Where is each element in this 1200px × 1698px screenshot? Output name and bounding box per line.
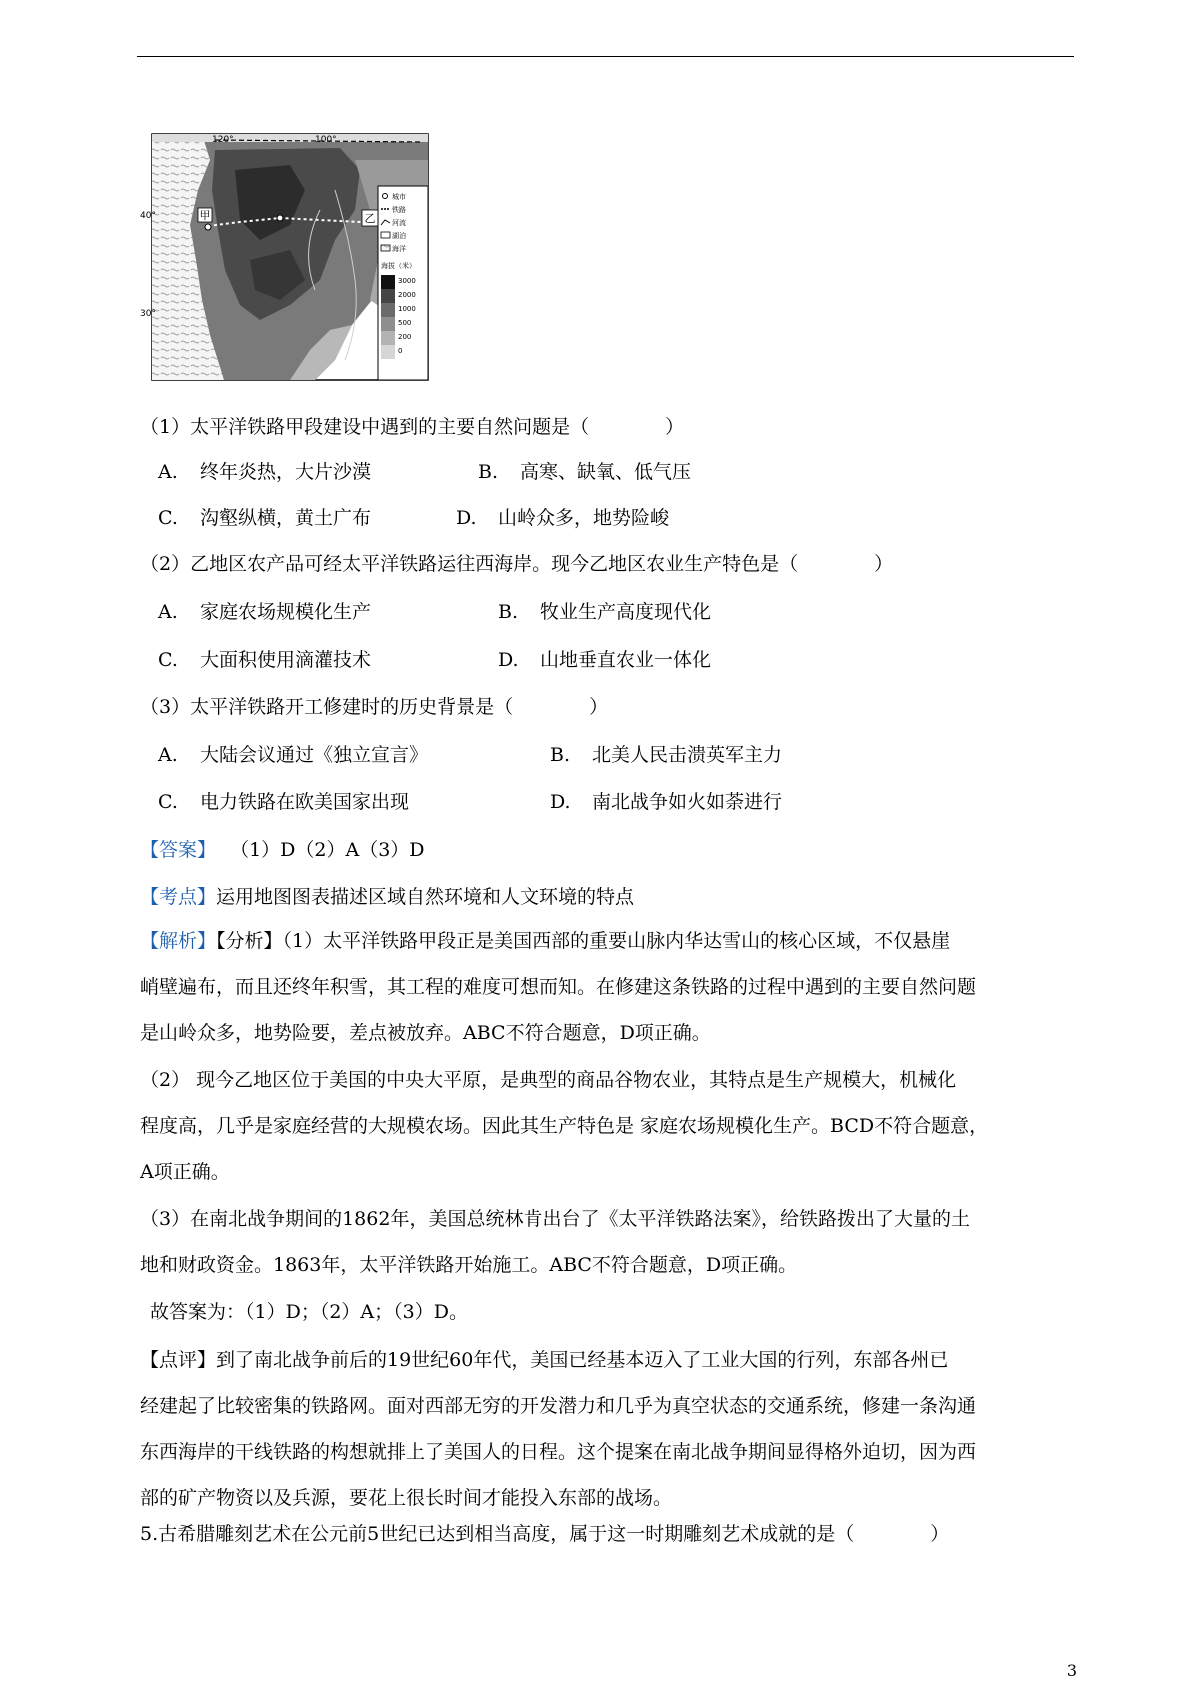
header-rule: [137, 56, 1074, 57]
q3-option-d-text: 南北战争如火如荼进行: [592, 791, 783, 813]
comment-line: 经建起了比较密集的铁路网。面对西部无穷的开发潜力和几乎为真空状态的交通系统，修建一条沟通: [140, 1395, 977, 1417]
analysis-paragraph-3: [140, 1196, 1075, 1288]
q1-option-d-letter: D.: [456, 507, 477, 529]
question-1-stem: （1）太平洋铁路甲段建设中遇到的主要自然问题是（ ）: [140, 416, 685, 438]
q3-option-c-text: 电力铁路在欧美国家出现: [200, 791, 410, 813]
q2-option-d-letter: D.: [498, 649, 519, 671]
comment-line: 东西海岸的干线铁路的构想就排上了美国人的日程。这个提案在南北战争期间显得格外迫切，因为西: [140, 1441, 977, 1463]
q1-option-a-text: 终年炎热，大片沙漠: [200, 461, 372, 483]
analysis-line: （2） 现今乙地区位于美国的中央大平原，是典型的商品谷物农业，其特点是生产规模大，机械化: [140, 1069, 957, 1091]
legend-city-label: 城市: [392, 193, 406, 201]
legend-elev-1000: 1000: [398, 305, 416, 313]
q2-option-a-text: 家庭农场规模化生产: [200, 601, 372, 623]
q3-option-c-letter: C.: [158, 791, 178, 813]
answer-text: （1）D（2）A（3）D: [230, 839, 425, 861]
analysis-line: 是山岭众多，地势险要，差点被放弃。ABC不符合题意，D项正确。: [140, 1022, 711, 1044]
q2-option-c-text: 大面积使用滴灌技术: [200, 649, 372, 671]
q2-option-b-text: 牧业生产高度现代化: [540, 601, 712, 623]
analysis-line: 地和财政资金。1863年，太平洋铁路开始施工。ABC不符合题意，D项正确。: [140, 1254, 798, 1276]
map-lat-label: 30°: [140, 309, 156, 319]
q2-option-d-text: 山地垂直农业一体化: [540, 649, 712, 671]
analysis-line: （3）在南北战争期间的1862年，美国总统林肯出台了《太平洋铁路法案》，给铁路拨出了大量的土: [140, 1208, 970, 1230]
page-number: 3: [1066, 1661, 1077, 1680]
q2-option-c-letter: C.: [158, 649, 178, 671]
q1-option-b-letter: B.: [478, 461, 499, 483]
comment-line: 【点评】到了南北战争前后的19世纪60年代，美国已经基本迈入了工业大国的行列，东部各州已: [140, 1349, 949, 1371]
q3-option-d-letter: D.: [550, 791, 571, 813]
map-place-label: 乙: [364, 212, 376, 225]
legend-river-label: 河流: [392, 219, 406, 227]
analysis-tag: 【解析】: [140, 930, 217, 952]
q3-option-a-letter: A.: [158, 744, 178, 766]
comment-paragraph: [140, 1337, 1075, 1521]
analysis-paragraph-1: [140, 918, 1075, 1056]
legend-elevation-title: 海拔（米）: [381, 262, 416, 270]
q2-option-b-letter: B.: [498, 601, 519, 623]
legend-elev-3000: 3000: [398, 277, 416, 285]
map-place-label: 甲: [199, 209, 211, 222]
answer-tag: 【答案】: [140, 839, 217, 861]
legend-elev-200: 200: [398, 333, 412, 341]
q3-option-b-text: 北美人民击溃英军主力: [592, 744, 783, 766]
legend-lake-label: 湖泊: [392, 232, 406, 240]
q1-option-c-text: 沟壑纵横，黄土广布: [200, 507, 372, 529]
q1-option-b-text: 高寒、缺氧、低气压: [520, 461, 692, 483]
comment-line: 部的矿产物资以及兵源，要花上很长时间才能投入东部的战场。: [140, 1487, 673, 1509]
map-lon-label: 120°: [212, 135, 234, 145]
analysis-line: 峭壁遍布，而且还终年积雪，其工程的难度可想而知。在修建这条铁路的过程中遇到的主要自然问题: [140, 976, 977, 998]
question-3-stem: （3）太平洋铁路开工修建时的历史背景是（ ）: [140, 696, 609, 718]
q3-option-a-text: 大陆会议通过《独立宣言》: [200, 744, 429, 766]
analysis-line: 程度高，几乎是家庭经营的大规模农场。因此其生产特色是 家庭农场规模化生产。BCD不符合题意，: [140, 1115, 989, 1137]
exam-point-text: 运用地图图表描述区域自然环境和人文环境的特点: [216, 886, 635, 908]
legend-elev-2000: 2000: [398, 291, 416, 299]
analysis-paragraph-2: [140, 1057, 1075, 1195]
q1-option-d-text: 山岭众多，地势险峻: [498, 507, 670, 529]
map-lon-label: 100°: [315, 135, 337, 145]
legend-sea-label: 海洋: [392, 245, 406, 253]
map-lat-label: 40°: [140, 211, 156, 221]
terrain-map: [140, 130, 460, 383]
question-5-stem: 5.古希腊雕刻艺术在公元前5世纪已达到相当高度，属于这一时期雕刻艺术成就的是（ ）: [140, 1523, 950, 1545]
question-2-stem: （2）乙地区农产品可经太平洋铁路运往西海岸。现今乙地区农业生产特色是（ ）: [140, 553, 894, 575]
legend-elev-500: 500: [398, 319, 412, 327]
answer-summary: 故答案为：（1）D；（2）A；（3）D。: [150, 1301, 468, 1323]
answer-line: [140, 838, 425, 862]
q3-option-b-letter: B.: [550, 744, 571, 766]
q1-option-c-letter: C.: [158, 507, 178, 529]
exam-point-line: [140, 885, 634, 909]
analysis-line: 【分析】（1）太平洋铁路甲段正是美国西部的重要山脉内华达雪山的核心区域，不仅悬崖: [216, 930, 951, 952]
legend-elev-0: 0: [398, 347, 403, 355]
q2-option-a-letter: A.: [158, 601, 178, 623]
legend-railway-label: 铁路: [392, 206, 406, 214]
analysis-line: A项正确。: [140, 1161, 230, 1183]
exam-point-tag: 【考点】: [140, 886, 217, 908]
q1-option-a-letter: A.: [158, 461, 178, 483]
